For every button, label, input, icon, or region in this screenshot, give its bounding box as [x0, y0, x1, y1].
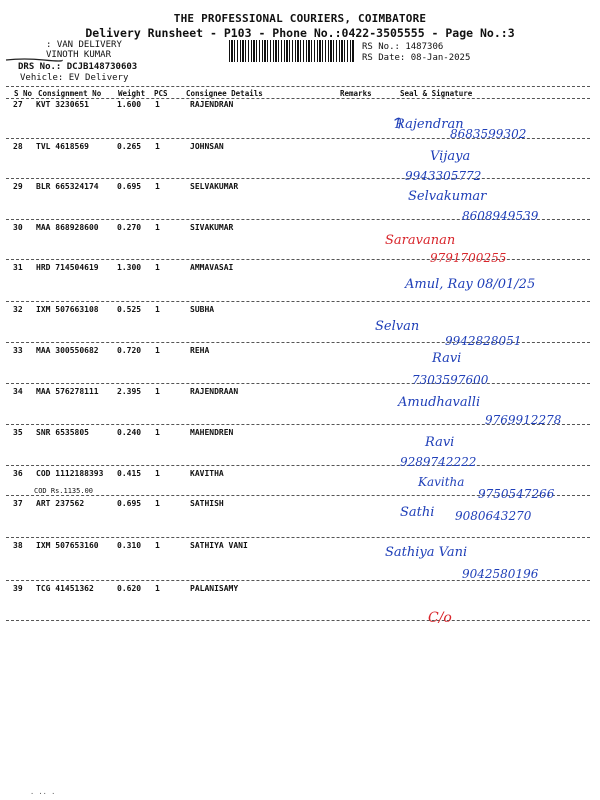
row-consignee: AMMAVASAI [190, 263, 234, 272]
row-consignment-no: IXM 507663108 [36, 305, 99, 314]
row-weight: 0.720 [117, 346, 142, 355]
row-pcs: 1 [155, 428, 160, 437]
row-pcs: 1 [155, 305, 160, 314]
row-sno: 30 [13, 223, 23, 232]
table-row [0, 584, 600, 624]
row-consignee: JOHNSAN [190, 142, 224, 151]
row-sno: 31 [13, 263, 23, 272]
row-consignment-no: TCG 41451362 [36, 584, 94, 593]
row-consignment-no: MAA 868928600 [36, 223, 99, 232]
header-rule-bottom [6, 98, 590, 99]
table-row [0, 142, 600, 182]
row-pcs: 1 [155, 499, 160, 508]
sig-28-name: Vijaya [430, 149, 471, 164]
vehicle-label: Vehicle: EV Delivery [20, 73, 129, 83]
col-seal-signature: Seal & Signature [400, 89, 473, 98]
sig-39-mark: C/o [428, 610, 452, 626]
row-consignee: RAJENDRAAN [190, 387, 239, 396]
table-row [0, 182, 600, 222]
row-consignment-no: KVT 3230651 [36, 100, 89, 109]
row-sno: 27 [13, 100, 23, 109]
row-separator [6, 178, 590, 179]
row-sno: 29 [13, 182, 23, 191]
row-consignee: SUBHA [190, 305, 215, 314]
row-weight: 0.265 [117, 142, 142, 151]
sig-37-phone: 9080643270 [455, 509, 532, 523]
sig-35-name: Ravi [425, 435, 455, 450]
row-pcs: 1 [155, 346, 160, 355]
sig-34-name: Amudhavalli [398, 395, 481, 410]
sig-32-phone: 9942828051 [445, 334, 522, 348]
table-row [0, 100, 600, 140]
row-consignee: PALANISAMY [190, 584, 239, 593]
row-weight: 0.620 [117, 584, 142, 593]
row-sno: 33 [13, 346, 23, 355]
row-pcs: 1 [155, 584, 160, 593]
row-weight: 0.270 [117, 223, 142, 232]
row-pcs: 1 [155, 541, 160, 550]
sig-34-phone: 9769912278 [485, 413, 562, 427]
row-weight: 0.525 [117, 305, 142, 314]
row-pcs: 1 [155, 263, 160, 272]
col-consignment: Consignment No [38, 89, 102, 98]
sig-33-phone: 7303597600 [412, 373, 489, 387]
sig-33-name: Ravi [432, 351, 462, 366]
scan-specks: · ·· · [30, 790, 56, 798]
row-consignee: RAJENDRAN [190, 100, 234, 109]
rs-number: RS No.: 1487306 [362, 42, 444, 52]
sig-36-name: Kavitha [418, 475, 465, 489]
sig-36-phone: 9750547266 [478, 487, 555, 501]
col-pcs: PCS [154, 89, 168, 98]
row-consignment-no: HRD 714504619 [36, 263, 99, 272]
row-consignment-no: ART 237562 [36, 499, 85, 508]
header-rule-top [6, 86, 590, 87]
row-weight: 0.240 [117, 428, 142, 437]
row-consignee: SELVAKUMAR [190, 182, 239, 191]
row-consignment-no: IXM 507653160 [36, 541, 99, 550]
row-separator [6, 495, 590, 496]
table-row [0, 428, 600, 468]
row-consignment-no: MAA 300550682 [36, 346, 99, 355]
row-separator [6, 301, 590, 302]
row-cod-amount: COD Rs.1135.00 [34, 487, 94, 495]
row-consignee: MAHENDREN [190, 428, 234, 437]
row-weight: 0.310 [117, 541, 142, 550]
rs-date: RS Date: 08-Jan-2025 [362, 53, 471, 63]
row-consignee: SATHIYA VANI [190, 541, 248, 550]
row-consignee: SIVAKUMAR [190, 223, 234, 232]
sig-29-name: Selvakumar [408, 189, 487, 204]
row-consignee: SATHISH [190, 499, 224, 508]
row-weight: 1.300 [117, 263, 142, 272]
row-sno: 37 [13, 499, 23, 508]
row-separator [6, 383, 590, 384]
col-weight: Weight [118, 89, 146, 98]
sig-35-phone: 9289742222 [400, 455, 477, 469]
row-separator [6, 620, 590, 621]
row-consignee: KAVITHA [190, 469, 224, 478]
sig-38-name: Sathiya Vani [385, 545, 468, 560]
row-pcs: 1 [155, 469, 160, 478]
table-row [0, 346, 600, 386]
row-consignment-no: MAA 576278111 [36, 387, 99, 396]
row-sno: 32 [13, 305, 23, 314]
table-row [0, 223, 600, 263]
row-sno: 34 [13, 387, 23, 396]
sig-32-name: Selvan [375, 319, 420, 334]
row-weight: 1.600 [117, 100, 142, 109]
row-pcs: 1 [155, 182, 160, 191]
drs-number: DRS No.: DCJB148730603 [18, 62, 138, 72]
row-consignee: REHA [190, 346, 210, 355]
table-row [0, 541, 600, 581]
sig-27-name: Rajendran [395, 117, 464, 132]
row-separator [6, 219, 590, 220]
row-pcs: 1 [155, 142, 160, 151]
table-row [0, 263, 600, 303]
table-row [0, 499, 600, 539]
sig-31-text: Amul, Ray 08/01/25 [405, 277, 536, 292]
col-consignee: Consignee Details [186, 89, 263, 98]
col-remarks: Remarks [340, 89, 372, 98]
sig-28-phone: 9943305772 [405, 169, 482, 183]
table-row [0, 387, 600, 427]
row-separator [6, 259, 590, 260]
row-consignment-no: SNR 6535805 [36, 428, 89, 437]
row-sno: 35 [13, 428, 23, 437]
row-weight: 0.695 [117, 182, 142, 191]
row-weight: 0.695 [117, 499, 142, 508]
row-sno: 28 [13, 142, 23, 151]
row-consignment-no: BLR 665324174 [36, 182, 99, 191]
row-separator [6, 138, 590, 139]
row-separator [6, 342, 590, 343]
row-consignment-no: COD 1112188393 [36, 469, 104, 478]
barcode [229, 40, 355, 62]
sig-27-phone: 8683599302 [450, 127, 527, 141]
row-weight: 2.395 [117, 387, 142, 396]
row-pcs: 1 [155, 223, 160, 232]
row-sno: 39 [13, 584, 23, 593]
table-row [0, 305, 600, 345]
row-pcs: 1 [155, 387, 160, 396]
row-separator [6, 424, 590, 425]
row-sno: 38 [13, 541, 23, 550]
row-sno: 36 [13, 469, 23, 478]
van-delivery-label: : VAN DELIVERY [46, 40, 122, 50]
col-sno: S No [14, 89, 33, 98]
sig-37-name: Sathi [400, 505, 435, 520]
row-weight: 0.415 [117, 469, 142, 478]
company-title: THE PROFESSIONAL COURIERS, COIMBATORE [173, 12, 427, 25]
sig-29-phone: 8608949539 [462, 209, 539, 223]
runsheet-subtitle: Delivery Runsheet - P103 - Phone No.:0422-3505555 - Page No.:3 [85, 26, 515, 40]
sig-30-name: Saravanan [385, 233, 456, 248]
row-pcs: 1 [155, 100, 160, 109]
row-consignment-no: TVL 4618569 [36, 142, 89, 151]
row-separator [6, 580, 590, 581]
sig-30-phone: 9791700255 [430, 251, 507, 265]
row-separator [6, 537, 590, 538]
row-separator [6, 465, 590, 466]
driver-name: VINOTH KUMAR [46, 50, 112, 60]
sig-38-phone: 9042580196 [462, 567, 539, 581]
